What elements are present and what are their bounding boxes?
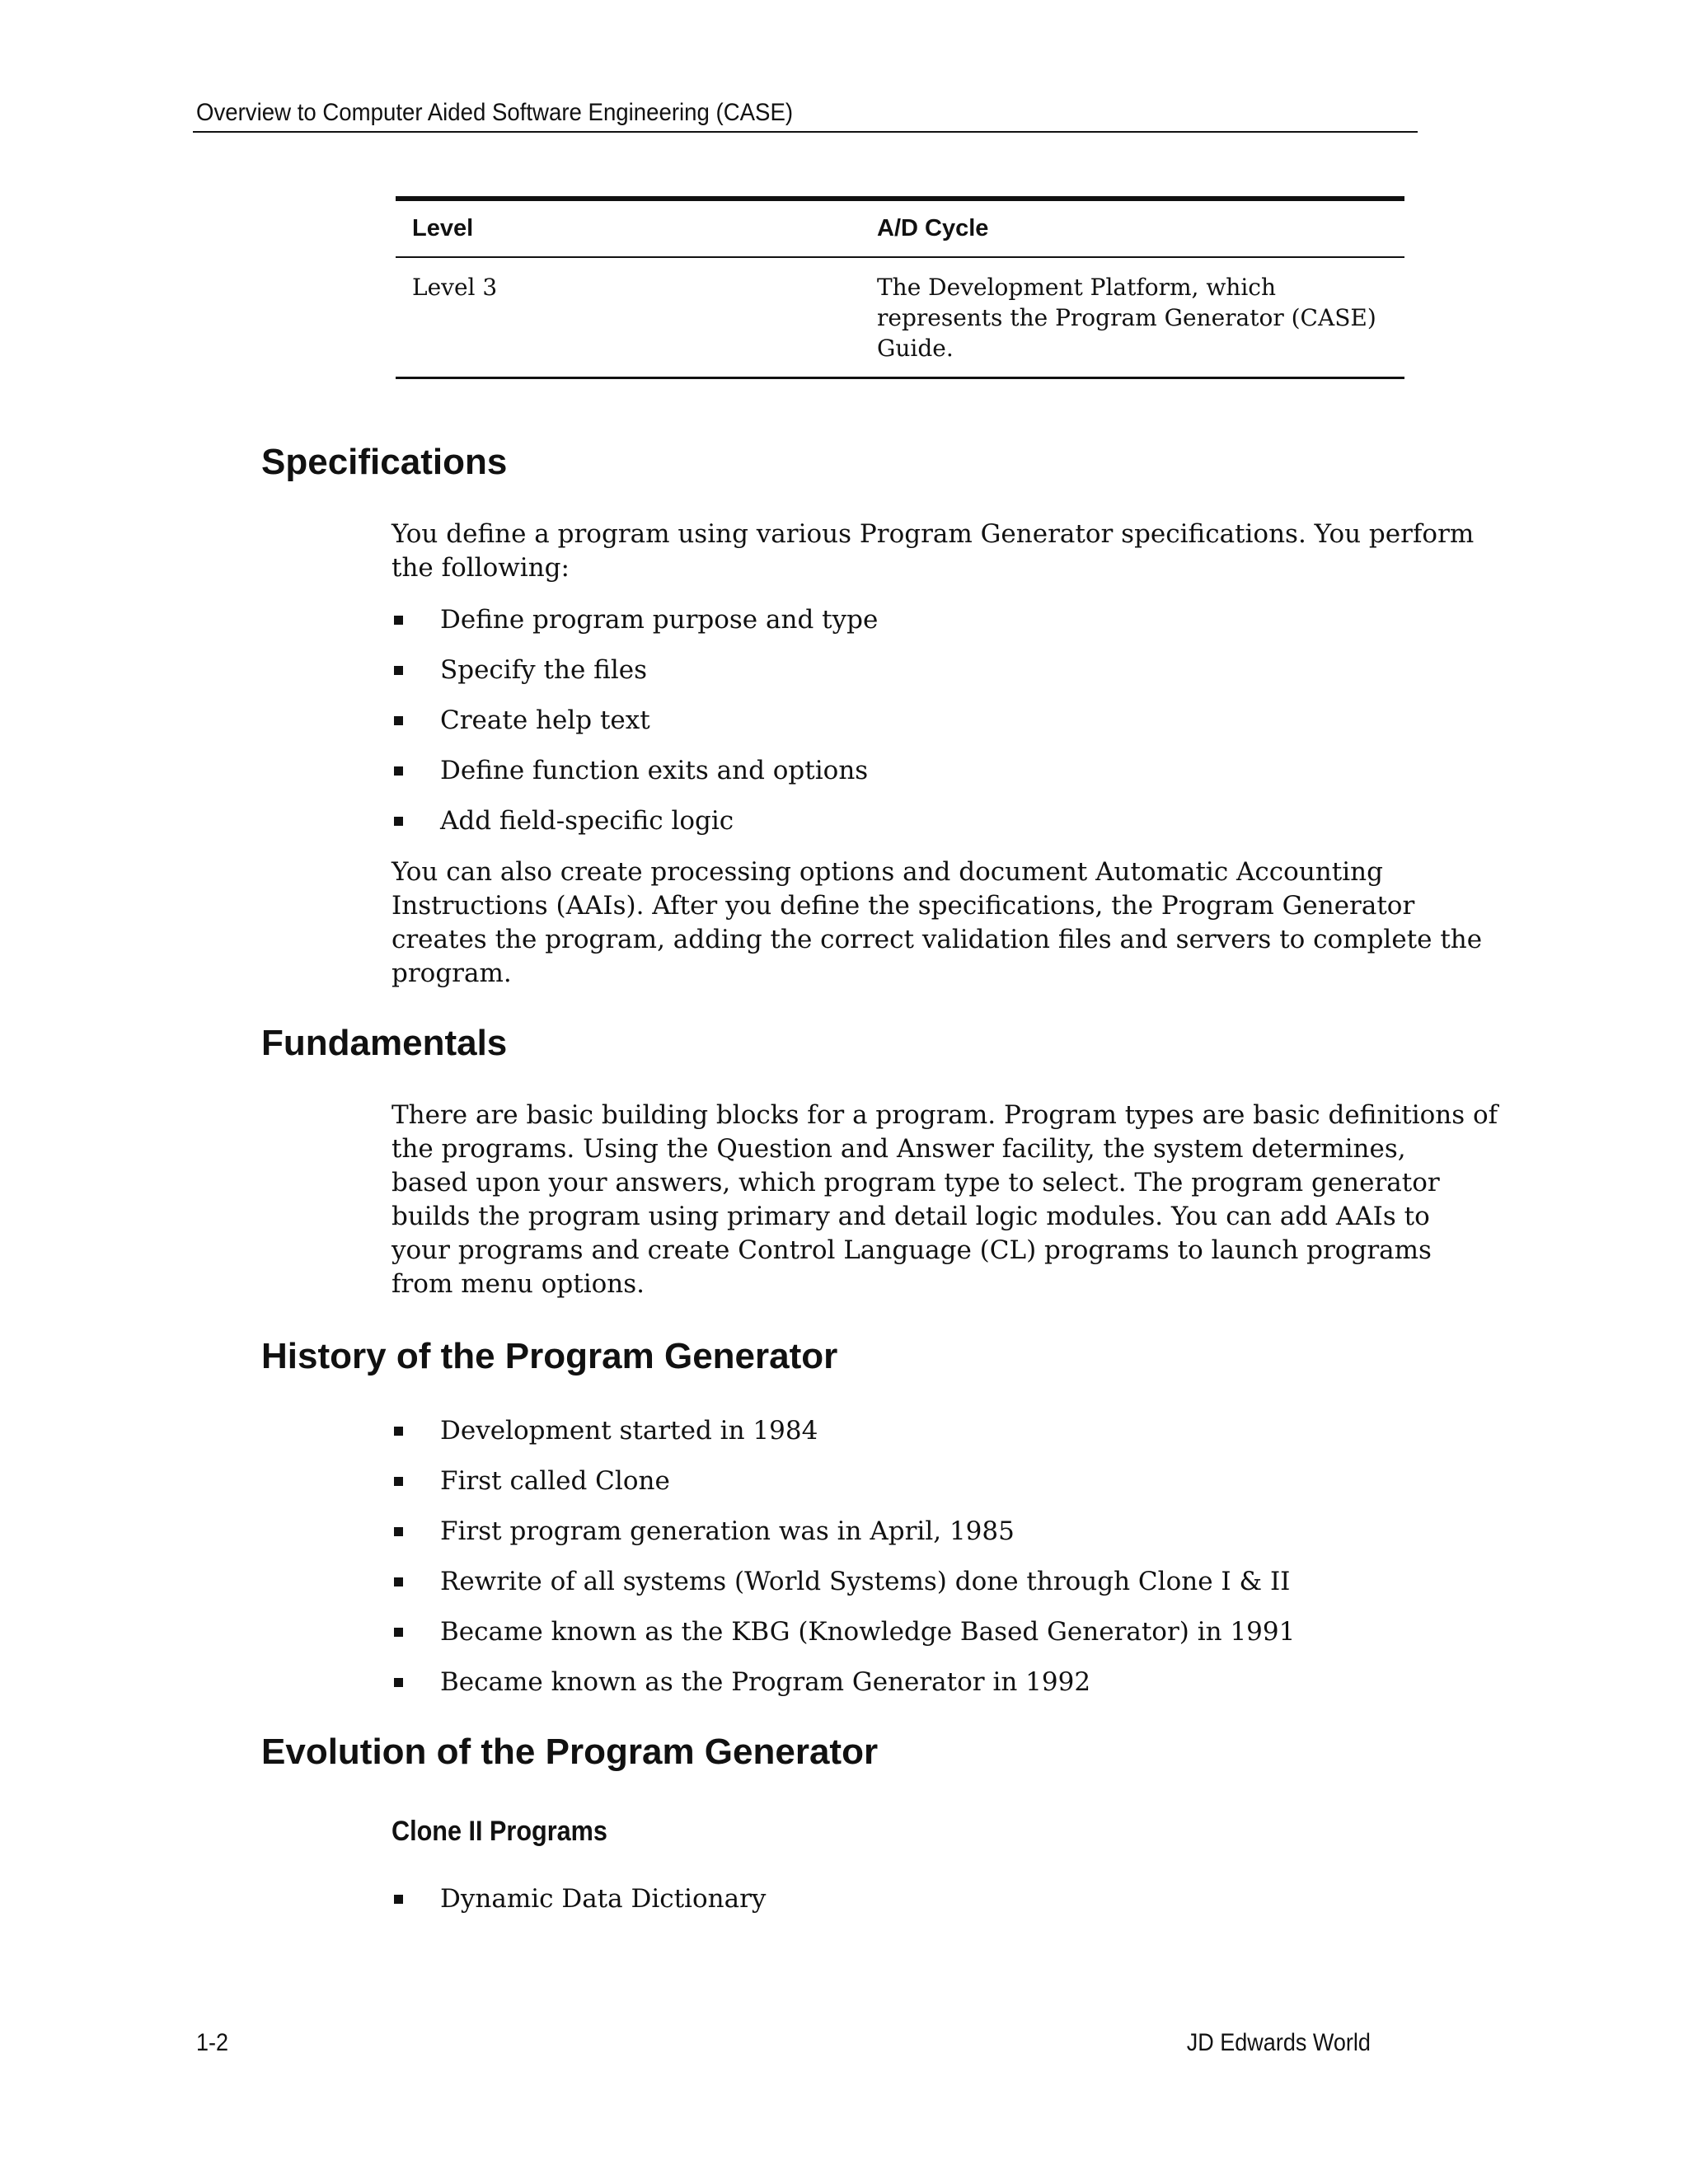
list-item-text: Define function exits and options xyxy=(440,756,869,785)
list-item-text: First program generation was in April, 1985 xyxy=(440,1516,1015,1546)
table-cell-ad-cycle xyxy=(877,272,1404,363)
table-header-level: Level xyxy=(412,215,474,241)
paragraph-line: There are basic building blocks for a program. Program types are basic definitions of xyxy=(392,1100,1498,1130)
list-item-text: Define program purpose and type xyxy=(440,605,879,635)
bullet-square-icon xyxy=(394,1427,403,1436)
table-header-row xyxy=(396,201,1404,258)
clone-ii-subheading: Clone II Programs xyxy=(392,1816,607,1847)
paragraph-line: based upon your answers, which program type to select. The program generator xyxy=(392,1168,1440,1197)
bullet-square-icon xyxy=(394,1527,403,1536)
bullet-square-icon xyxy=(394,1678,403,1687)
specifications-heading: Specifications xyxy=(261,442,508,482)
level-cycle-table xyxy=(396,196,1404,379)
bullet-square-icon xyxy=(394,1895,403,1904)
bullet-square-icon xyxy=(394,766,403,776)
bullet-square-icon xyxy=(394,616,403,625)
specifications-closing xyxy=(392,855,1483,991)
paragraph-line: creates the program, adding the correct validation files and servers to complete the xyxy=(392,925,1483,954)
list-item-text: Became known as the KBG (Knowledge Based Generator) in 1991 xyxy=(440,1617,1296,1647)
bullet-square-icon xyxy=(394,716,403,725)
paragraph-line: builds the program using primary and detail logic modules. You can add AAIs to xyxy=(392,1202,1430,1231)
table-cell-line: The Development Platform, which xyxy=(877,274,1276,301)
list-item-text: Became known as the Program Generator in 1992 xyxy=(440,1667,1091,1697)
page-number: 1-2 xyxy=(196,2029,229,2056)
bullet-square-icon xyxy=(394,666,403,675)
header-rule xyxy=(193,131,1418,133)
table-cell-line: represents the Program Generator (CASE) xyxy=(877,304,1376,331)
history-heading: History of the Program Generator xyxy=(261,1336,838,1376)
running-header-title: Overview to Computer Aided Software Engineering (CASE) xyxy=(196,99,794,126)
bullet-square-icon xyxy=(394,1628,403,1637)
paragraph-line: You define a program using various Program Generator specifications. You perform xyxy=(392,519,1475,549)
list-item-text: Dynamic Data Dictionary xyxy=(440,1884,767,1914)
specifications-intro xyxy=(392,518,1475,585)
fundamentals-heading: Fundamentals xyxy=(261,1023,508,1063)
fundamentals-paragraph xyxy=(392,1099,1498,1301)
bullet-square-icon xyxy=(394,1477,403,1486)
list-item-text: Add field-specific logic xyxy=(440,806,734,836)
paragraph-line: program. xyxy=(392,958,512,988)
list-item-text: Create help text xyxy=(440,705,650,735)
paragraph-line: your programs and create Control Language (CL) programs to launch programs xyxy=(392,1235,1432,1265)
evolution-heading: Evolution of the Program Generator xyxy=(261,1732,879,1772)
paragraph-line: the following: xyxy=(392,553,570,583)
list-item-text: Development started in 1984 xyxy=(440,1416,818,1446)
list-item-text: Rewrite of all systems (World Systems) done through Clone I & II xyxy=(440,1567,1291,1596)
list-item-text: First called Clone xyxy=(440,1466,670,1496)
bullet-square-icon xyxy=(394,1577,403,1586)
paragraph-line: You can also create processing options and document Automatic Accounting xyxy=(392,857,1383,887)
paragraph-line: the programs. Using the Question and Answer facility, the system determines, xyxy=(392,1134,1406,1164)
paragraph-line: from menu options. xyxy=(392,1269,645,1299)
paragraph-line: Instructions (AAIs). After you define the specifications, the Program Generator xyxy=(392,891,1415,921)
bullet-square-icon xyxy=(394,817,403,826)
table-cell-level: Level 3 xyxy=(412,274,498,301)
list-item-text: Specify the files xyxy=(440,655,648,685)
table-header-ad-cycle: A/D Cycle xyxy=(877,215,989,241)
footer-product-name: JD Edwards World xyxy=(1186,2029,1371,2056)
table-row xyxy=(396,258,1404,379)
table-cell-line: Guide. xyxy=(877,335,954,362)
